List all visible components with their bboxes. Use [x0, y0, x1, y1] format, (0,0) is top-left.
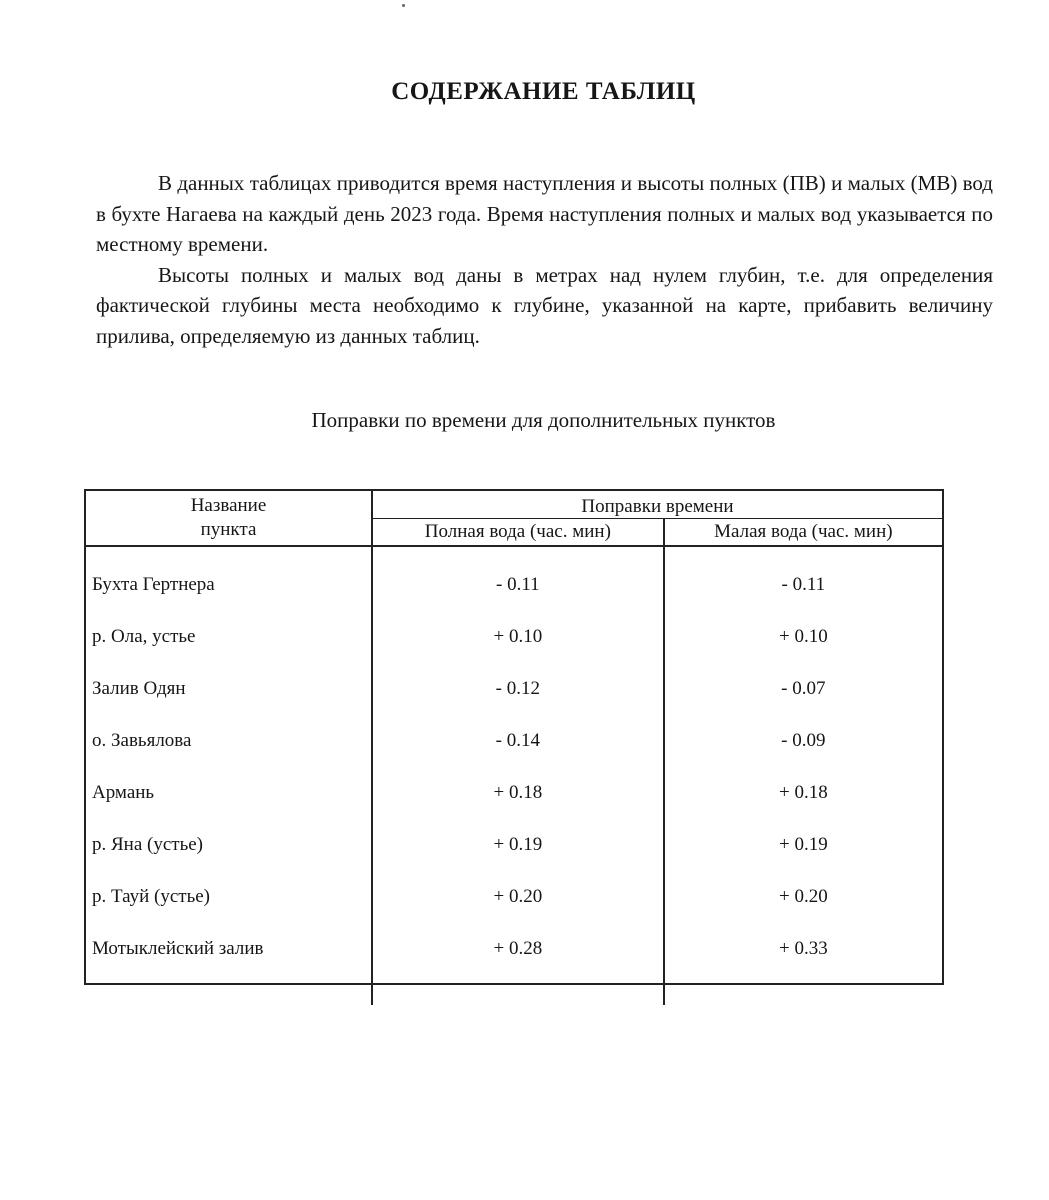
header-full-water: Полная вода (час. мин) — [372, 519, 664, 547]
row-name: Армань — [86, 767, 372, 819]
row-name: р. Яна (устье) — [86, 819, 372, 871]
row-low-water: + 0.18 — [778, 782, 828, 803]
page-title: СОДЕРЖАНИЕ ТАБЛИЦ — [391, 78, 696, 105]
intro-text — [96, 168, 993, 351]
header-name-line1: Название — [190, 495, 267, 516]
table-row — [86, 559, 942, 611]
header-name — [86, 491, 372, 546]
header-low-water: Малая вода (час. мин) — [664, 519, 942, 547]
table-row — [86, 767, 942, 819]
row-low-water: + 0.19 — [778, 834, 828, 855]
intro-paragraph-2: Высоты полных и малых вод даны в метрах над нулем глубин, т.е. для определения фактической глубины места необходимо к глубине, указанной на карте, прибавить величину прилива, определяемую из данных таблиц. — [96, 262, 993, 348]
header-name-line2: пункта — [200, 519, 257, 540]
scan-speck — [402, 4, 405, 7]
table-row — [86, 663, 942, 715]
row-name: Залив Одян — [86, 663, 372, 715]
row-low-water: + 0.33 — [778, 938, 828, 959]
row-low-water: - 0.09 — [781, 730, 826, 751]
row-full-water: - 0.11 — [372, 559, 664, 611]
time-corrections-table — [84, 489, 944, 985]
table-row — [86, 819, 942, 871]
header-corrections-group: Поправки времени — [372, 491, 942, 519]
row-full-water: + 0.10 — [372, 611, 664, 663]
intro-paragraph-1: В данных таблицах приводится время наступления и высоты полных (ПВ) и малых (МВ) вод в бухте Нагаева на каждый день 2023 года. Время наступления полных и малых вод указывается по местному времени. — [96, 171, 993, 256]
row-full-water: - 0.12 — [372, 663, 664, 715]
row-low-water: + 0.20 — [778, 886, 828, 907]
row-name: р. Тауй (устье) — [86, 871, 372, 923]
table-row — [86, 715, 942, 767]
row-low-water: - 0.11 — [781, 574, 826, 595]
table-row — [86, 871, 942, 923]
table-caption: Поправки по времени для дополнительных пунктов — [311, 408, 776, 432]
row-name: о. Завьялова — [86, 715, 372, 767]
row-name: р. Ола, устье — [86, 611, 372, 663]
row-name: Мотыклейский залив — [86, 923, 372, 975]
row-full-water: - 0.14 — [372, 715, 664, 767]
row-low-water: + 0.10 — [778, 626, 828, 647]
row-full-water: + 0.18 — [372, 767, 664, 819]
table-row — [86, 923, 942, 975]
row-name: Бухта Гертнера — [86, 559, 372, 611]
row-full-water: + 0.28 — [372, 923, 664, 975]
row-full-water: + 0.20 — [372, 871, 664, 923]
row-full-water: + 0.19 — [372, 819, 664, 871]
table-row — [86, 611, 942, 663]
row-low-water: - 0.07 — [781, 678, 826, 699]
